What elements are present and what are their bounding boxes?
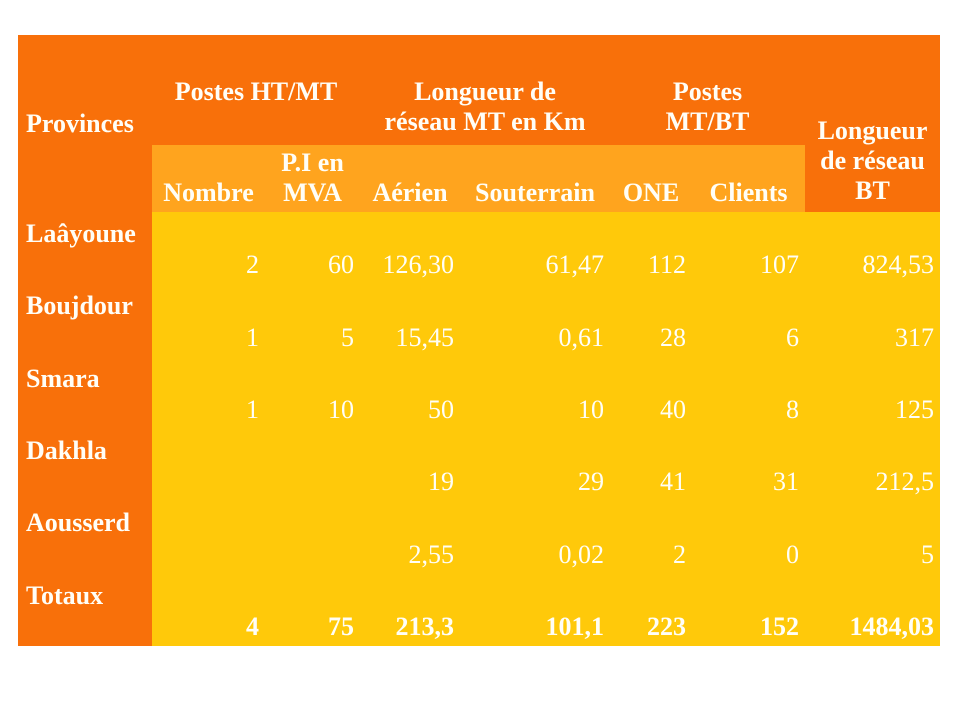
total-value-cell: 152	[692, 574, 805, 646]
subheader-line: Aérien	[372, 178, 448, 207]
group-header-postes-ht-mt	[152, 35, 360, 145]
group-header-line: de réseau	[820, 146, 925, 175]
subheader-pi-en-mva	[265, 145, 360, 212]
total-value-cell: 101,1	[460, 574, 610, 646]
value-cell: 61,47	[460, 212, 610, 284]
value-cell: 41	[610, 429, 692, 501]
subheader-nombre	[152, 145, 265, 212]
value-cell: 50	[360, 357, 460, 429]
subheader-one	[610, 145, 692, 212]
subheader-aerien	[360, 145, 460, 212]
value-cell: 8	[692, 357, 805, 429]
province-label-totaux: Totaux	[18, 574, 152, 646]
province-label-dakhla: Dakhla	[18, 429, 152, 501]
group-header-postes-mt-bt	[610, 35, 805, 145]
value-cell: 317	[805, 284, 940, 356]
value-cell: 0,61	[460, 284, 610, 356]
value-cell: 6	[692, 284, 805, 356]
value-cell: 10	[265, 357, 360, 429]
value-cell: 40	[610, 357, 692, 429]
value-cell: 2	[152, 212, 265, 284]
value-cell: 112	[610, 212, 692, 284]
group-header-longueur-reseau-bt	[805, 35, 940, 212]
total-value-cell: 223	[610, 574, 692, 646]
total-value-cell: 4	[152, 574, 265, 646]
subheader-clients	[692, 145, 805, 212]
group-header-line: Longueur	[817, 116, 928, 145]
value-cell: 1	[152, 357, 265, 429]
value-cell: 5	[805, 501, 940, 573]
value-cell: 125	[805, 357, 940, 429]
subheader-line: Clients	[709, 178, 788, 207]
data-table	[18, 35, 940, 646]
value-cell: 5	[265, 284, 360, 356]
total-value-cell: 1484,03	[805, 574, 940, 646]
group-header-longueur-reseau-mt	[360, 35, 610, 145]
total-value-cell: 213,3	[360, 574, 460, 646]
province-label-boujdour: Boujdour	[18, 284, 152, 356]
group-header-line: BT	[855, 176, 890, 205]
value-cell	[152, 429, 265, 501]
corner-header-provinces	[18, 35, 152, 212]
value-cell: 31	[692, 429, 805, 501]
value-cell	[265, 501, 360, 573]
value-cell: 2,55	[360, 501, 460, 573]
province-label-laayoune: Laâyoune	[18, 212, 152, 284]
value-cell: 1	[152, 284, 265, 356]
value-cell: 2	[610, 501, 692, 573]
value-cell: 212,5	[805, 429, 940, 501]
total-value-cell: 75	[265, 574, 360, 646]
value-cell: 60	[265, 212, 360, 284]
subheader-souterrain	[460, 145, 610, 212]
subheader-line: Souterrain	[475, 178, 595, 207]
value-cell: 0	[692, 501, 805, 573]
group-header-line: Postes HT/MT	[174, 77, 338, 106]
group-header-line: réseau MT en Km	[384, 107, 586, 136]
value-cell: 107	[692, 212, 805, 284]
province-label-aousserd: Aousserd	[18, 501, 152, 573]
group-header-line: Longueur de	[414, 77, 556, 106]
subheader-line: Nombre	[163, 178, 254, 207]
value-cell: 15,45	[360, 284, 460, 356]
subheader-line: ONE	[622, 178, 680, 207]
group-header-line: Postes	[672, 77, 743, 106]
value-cell	[152, 501, 265, 573]
value-cell: 126,30	[360, 212, 460, 284]
value-cell	[265, 429, 360, 501]
subheader-line: MVA	[283, 178, 342, 207]
subheader-line: P.I en	[281, 148, 344, 177]
value-cell: 10	[460, 357, 610, 429]
value-cell: 19	[360, 429, 460, 501]
value-cell: 29	[460, 429, 610, 501]
group-header-line: MT/BT	[665, 107, 750, 136]
value-cell: 28	[610, 284, 692, 356]
value-cell: 824,53	[805, 212, 940, 284]
province-label-smara: Smara	[18, 357, 152, 429]
value-cell: 0,02	[460, 501, 610, 573]
corner-header-label: Provinces	[26, 108, 134, 138]
